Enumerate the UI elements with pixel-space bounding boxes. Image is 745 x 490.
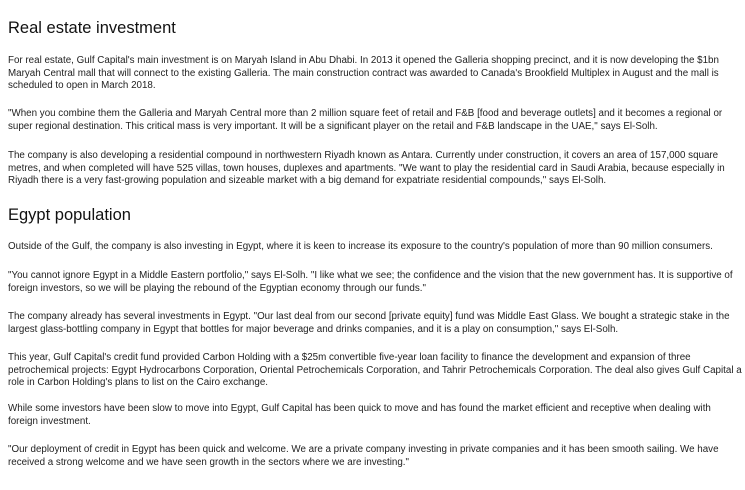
paragraph: Outside of the Gulf, the company is also investing in Egypt, where it is keen to increase its exposure to the country's population of more than 90 million consumers. <box>8 241 713 252</box>
paragraph: "When you combine them the Galleria and Maryah Central more than 2 million square feet of retail and F&B [food and beverage outlets] and it becomes a regional or super regional destination. This critical mass is very important. It will be a significant player on the retail and F&B landscape in the UAE," says El-Solh. <box>8 108 723 132</box>
paragraph: This year, Gulf Capital's credit fund provided Carbon Holding with a $25m convertible five-year loan facility to finance the development and expansion of three petrochemical projects: Egypt Hydrocarbons Corporation, Oriental Petrochemicals Corporation, and Tahrir Petrochemicals Corporation. The deal also gives Gulf Capital a role in Carbon Holding's plans to list on the Cairo exchange. <box>8 352 742 389</box>
paragraph: For real estate, Gulf Capital's main investment is on Maryah Island in Abu Dhabi. In 2013 it opened the Galleria shopping precinct, and it is now developing the $1bn Maryah Central mall that will connect to the existing Galleria. The main construction contract was awarded to Canada's Brookfield Multiplex in August and the mall is scheduled to open in March 2018. <box>8 55 719 92</box>
paragraph: While some investors have been slow to move into Egypt, Gulf Capital has been quick to move and has found the market efficient and receptive when dealing with foreign investment. <box>8 403 711 427</box>
paragraph: The company is also developing a residential compound in northwestern Riyadh known as Antara. Currently under construction, it covers an area of 157,000 square metres, and when completed will have 525 villas, town houses, duplexes and apartments. "We want to play the residential card in Saudi Arabia, because especially in Riyadh there is a very fast-growing population and sizeable market with a big demand for expatriate residential compounds," says El-Solh. <box>8 150 725 187</box>
paragraph: "You cannot ignore Egypt in a Middle Eastern portfolio," says El-Solh. "I like what we see; the confidence and the vision that the new government has. It is supportive of foreign investors, so we will be playing the rebound of the Egyptian economy through our funds." <box>8 270 733 294</box>
section-heading-egypt: Egypt population <box>8 206 131 224</box>
paragraph: The company already has several investments in Egypt. "Our last deal from our second [private equity] fund was Middle East Glass. We bought a strategic stake in the largest glass-bottling company in Egypt that bottles for major beverage and drinks companies, and it is a play on consumption," says El-Solh. <box>8 311 730 335</box>
section-heading-real-estate: Real estate investment <box>8 19 176 37</box>
paragraph: "Our deployment of credit in Egypt has been quick and welcome. We are a private company investing in private companies and it has been smooth sailing. We have received a strong welcome and we have seen growth in the sectors where we are investing." <box>8 444 719 468</box>
